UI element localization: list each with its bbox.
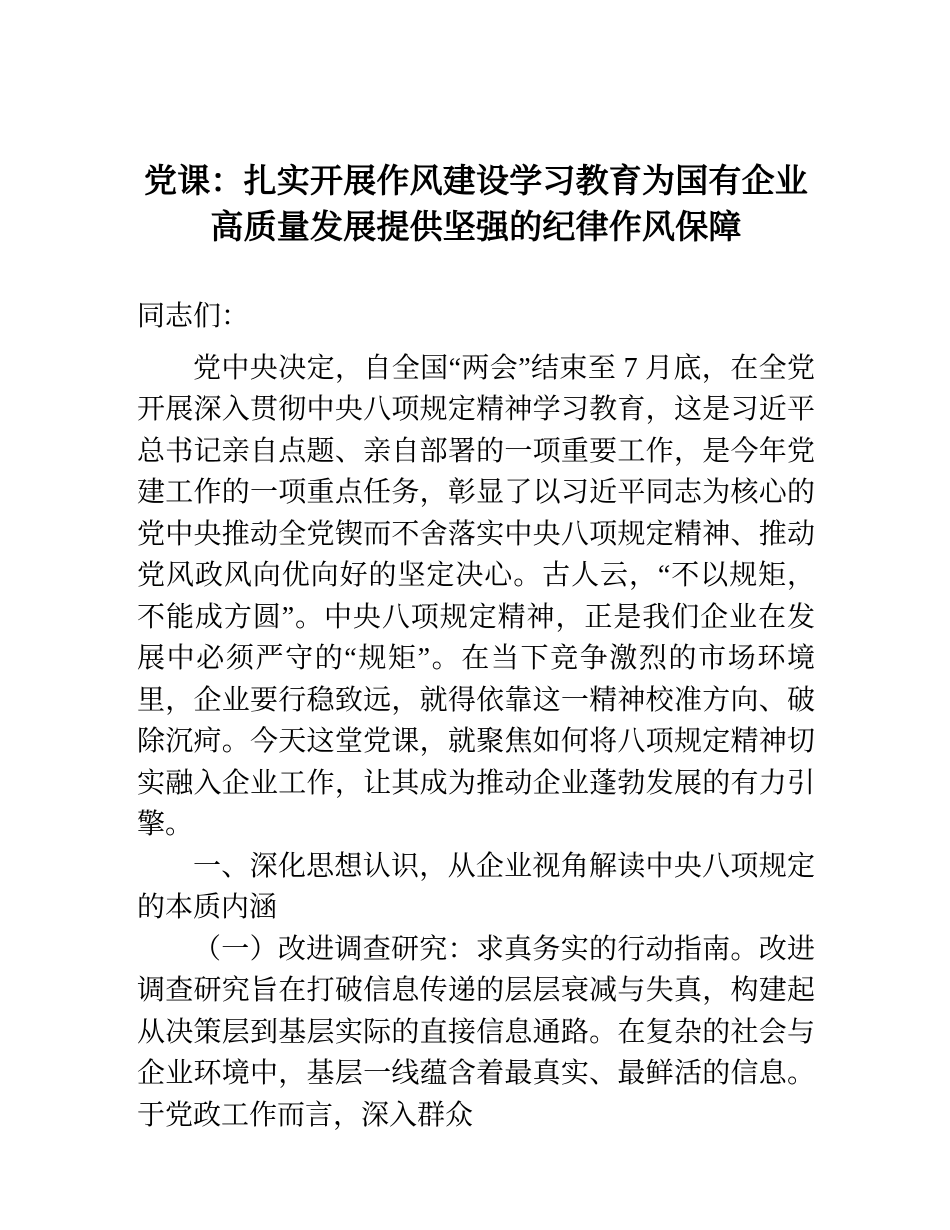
page-title — [137, 0, 815, 250]
section-heading-1: 一、深化思想认识，从企业视角解读中央八项规定的本质内涵 — [137, 850, 815, 923]
page-content — [137, 0, 815, 1136]
salutation: 同志们： — [137, 301, 250, 332]
page-title-line-2: 高质量发展提供坚强的纪律作风保障 — [210, 208, 742, 245]
paragraph-section-1-1: （一）改进调查研究：求真务实的行动指南。改进调查研究旨在打破信息传递的层层衰减与失真，构建起从决策层到基层实际的直接信息通路。在复杂的社会与企业环境中，基层一线蕴含着最真实、最鲜活的信息。于党政工作而言，深入群众 — [137, 933, 815, 1131]
paragraph-intro: 党中央决定，自全国“两会”结束至 7 月底，在全党开展深入贯彻中央八项规定精神学习教育，这是习近平总书记亲自点题、亲自部署的一项重要工作，是今年党建工作的一项重点任务，彰显了以习近平同志为核心的党中央推动全党锲而不舍落实中央八项规定精神、推动党风政风向优向好的坚定决心。古人云，“不以规矩，不能成方圆”。中央八项规定精神，正是我们企业在发展中必须严守的“规矩”。在当下竞争激烈的市场环境里，企业要行稳致远，就得依靠这一精神校准方向、破除沉疴。今天这堂党课，就聚焦如何将八项规定精神切实融入企业工作，让其成为推动企业蓬勃发展的有力引擎。 — [137, 352, 815, 840]
document-body — [137, 250, 815, 1136]
page-title-line-1: 党课：扎实开展作风建设学习教育为国有企业 — [144, 162, 808, 199]
salutation-spacer — [137, 338, 815, 348]
